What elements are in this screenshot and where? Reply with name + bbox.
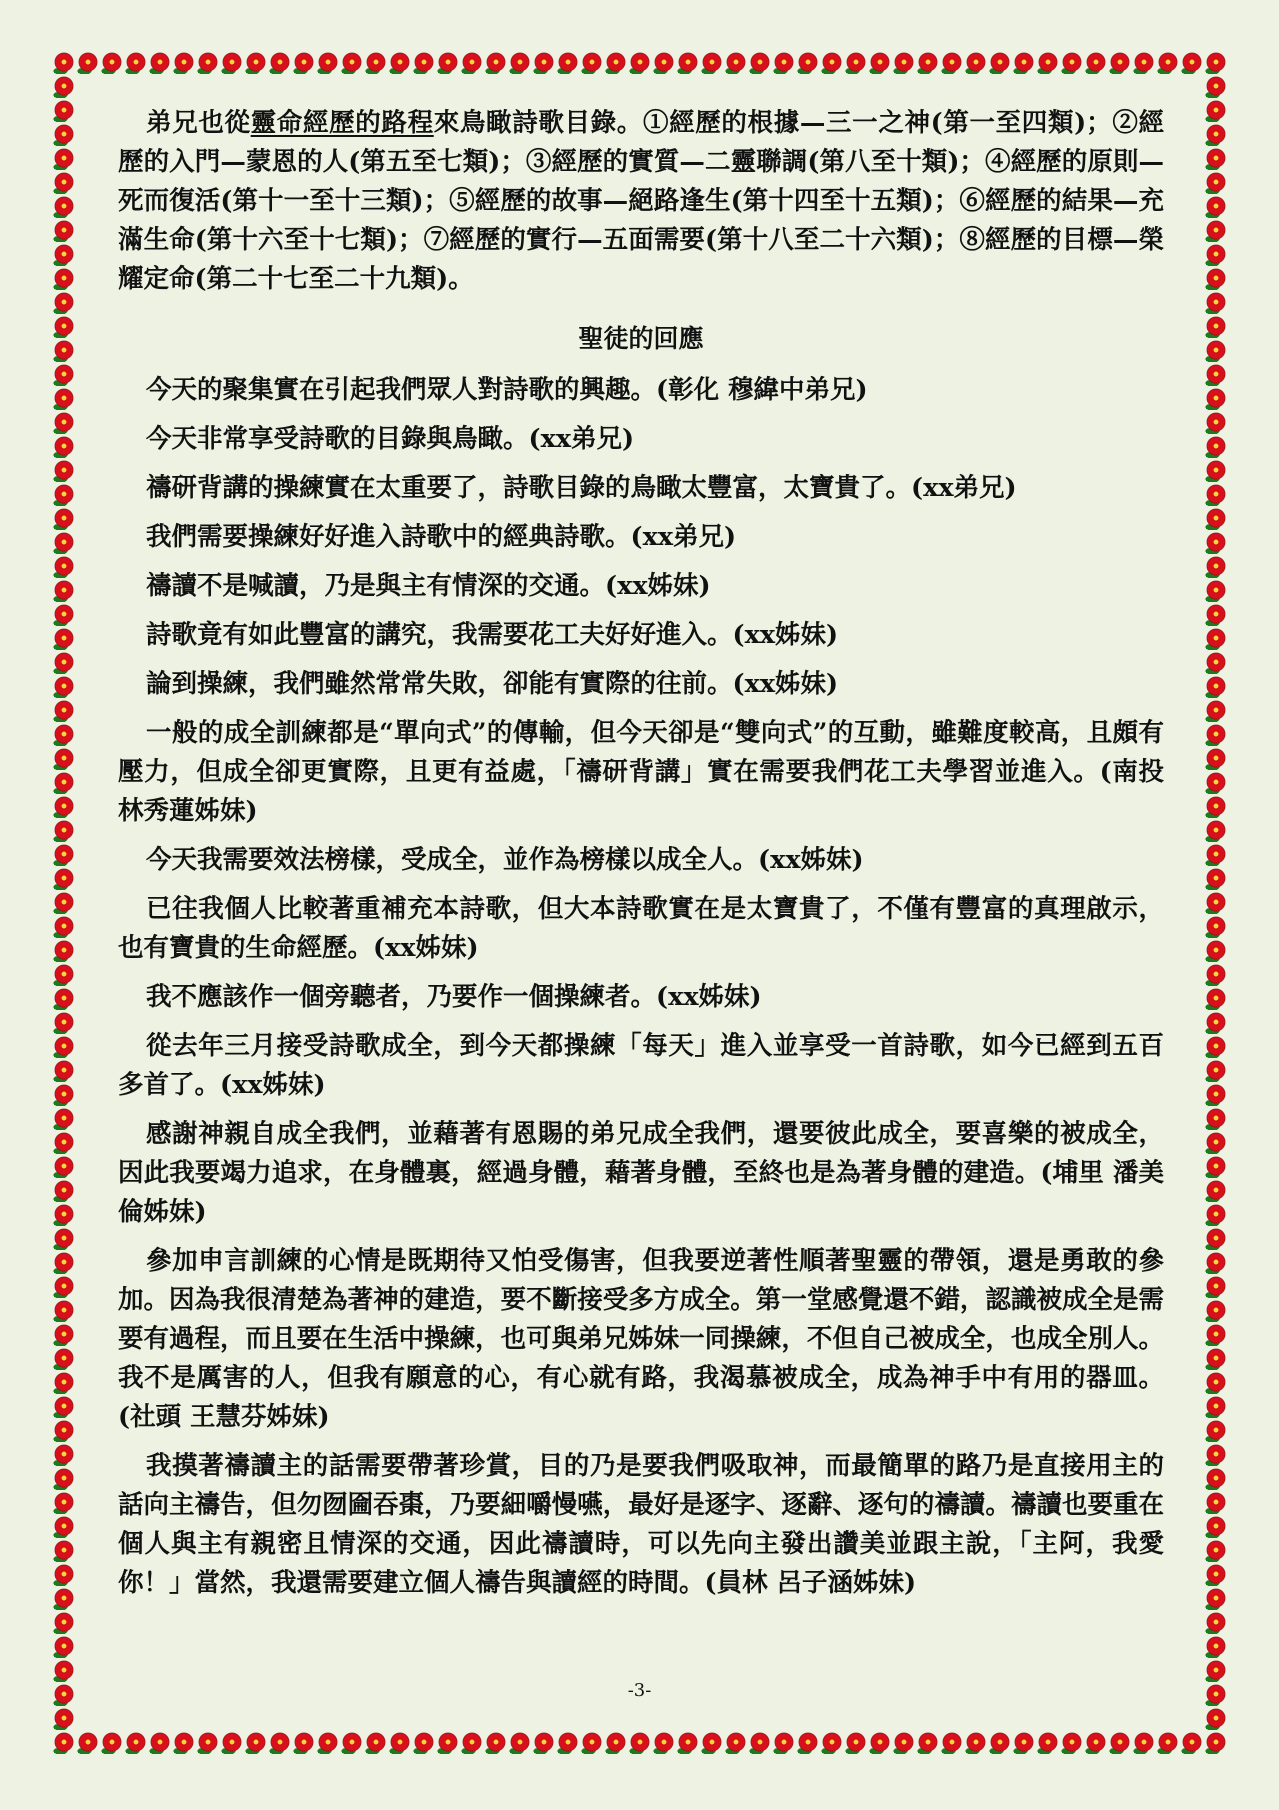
- page-content: [118, 104, 1164, 1613]
- response-paragraph: 論到操練，我們雖然常常失敗，卻能有實際的往前。(xx姊妹): [146, 669, 839, 699]
- flower-border-right: [1204, 74, 1228, 1730]
- response-paragraph: 從去年三月接受詩歌成全，到今天都操練「每天」進入並享受一首詩歌，如今已經到五百多首了。(xx姊妹): [118, 1031, 1164, 1100]
- response-paragraph: 今天我需要效法榜樣，受成全，並作為榜樣以成全人。(xx姊妹): [146, 845, 864, 875]
- flower-border-left: [52, 74, 76, 1730]
- response-paragraph: 已往我個人比較著重補充本詩歌，但大本詩歌實在是太寶貴了，不僅有豐富的真理啟示，也有寶貴的生命經歷。(xx姊妹): [118, 894, 1164, 963]
- response-paragraph: 今天非常享受詩歌的目錄與鳥瞰。(xx弟兄): [146, 424, 635, 454]
- response-paragraph: 我們需要操練好好進入詩歌中的經典詩歌。(xx弟兄): [146, 522, 737, 552]
- flower-border-bottom: [52, 1730, 1228, 1754]
- response-paragraph: 一般的成全訓練都是“單向式”的傳輸，但今天卻是“雙向式”的互動，雖難度較高，且頗有壓力，但成全卻更實際，且更有益處，「禱研背講」實在需要我們花工夫學習並進入。(南投 林秀蓮姊妹): [118, 718, 1164, 826]
- response-paragraph: 禱研背講的操練實在太重要了，詩歌目錄的鳥瞰太豐富，太寶貴了。(xx弟兄): [146, 473, 1017, 503]
- response-paragraph: 禱讀不是喊讀，乃是與主有情深的交通。(xx姊妹): [146, 571, 711, 601]
- page-number: -3-: [627, 1680, 652, 1701]
- intro-paragraph: 弟兄也從靈命經歷的路程來鳥瞰詩歌目錄。①經歷的根據—三一之神(第一至四類)；②經歷的入門—蒙恩的人(第五至七類)；③經歷的實質—二靈聯調(第八至十類)；④經歷的原則—死而復活(第十一至十三類)；⑤經歷的故事—絕路逢生(第十四至十五類)；⑥經歷的結果—充滿生命(第十六至十七類)；⑦經歷的實行—五面需要(第十八至二十六類)；⑧經歷的目標—榮耀定命(第二十七至二十九類)。: [118, 108, 1164, 294]
- response-paragraph: 今天的聚集實在引起我們眾人對詩歌的興趣。(彰化 穆緯中弟兄): [146, 375, 868, 405]
- response-paragraph: 詩歌竟有如此豐富的講究，我需要花工夫好好進入。(xx姊妹): [146, 620, 839, 650]
- response-paragraph: 我摸著禱讀主的話需要帶著珍賞，目的乃是要我們吸取神，而最簡單的路乃是直接用主的話向主禱告，但勿囫圇吞棗，乃要細嚼慢嚥，最好是逐字、逐辭、逐句的禱讀。禱讀也要重在個人與主有親密且情深的交通，因此禱讀時，可以先向主發出讚美並跟主說，「主阿，我愛你！」當然，我還需要建立個人禱告與讀經的時間。(員林 呂子涵姊妹): [118, 1451, 1164, 1598]
- section-title: 聖徒的回應: [578, 324, 704, 353]
- flower-border-top: [52, 50, 1228, 74]
- response-paragraph: 感謝神親自成全我們，並藉著有恩賜的弟兄成全我們，還要彼此成全，要喜樂的被成全，因此我要竭力追求，在身體裏，經過身體，藉著身體，至終也是為著身體的建造。(埔里 潘美倫姊妹): [118, 1119, 1164, 1227]
- underlined-phrase: 靈命經歷的路程: [250, 108, 434, 138]
- response-paragraph: 我不應該作一個旁聽者，乃要作一個操練者。(xx姊妹): [146, 982, 762, 1012]
- response-paragraph: 參加申言訓練的心情是既期待又怕受傷害，但我要逆著性順著聖靈的帶領，還是勇敢的參加。因為我很清楚為著神的建造，要不斷接受多方成全。第一堂感覺還不錯，認識被成全是需要有過程，而且要在生活中操練，也可與弟兄姊妹一同操練，不但自己被成全，也成全別人。我不是厲害的人，但我有願意的心，有心就有路，我渴慕被成全，成為神手中有用的器皿。(社頭 王慧芬姊妹): [118, 1246, 1164, 1432]
